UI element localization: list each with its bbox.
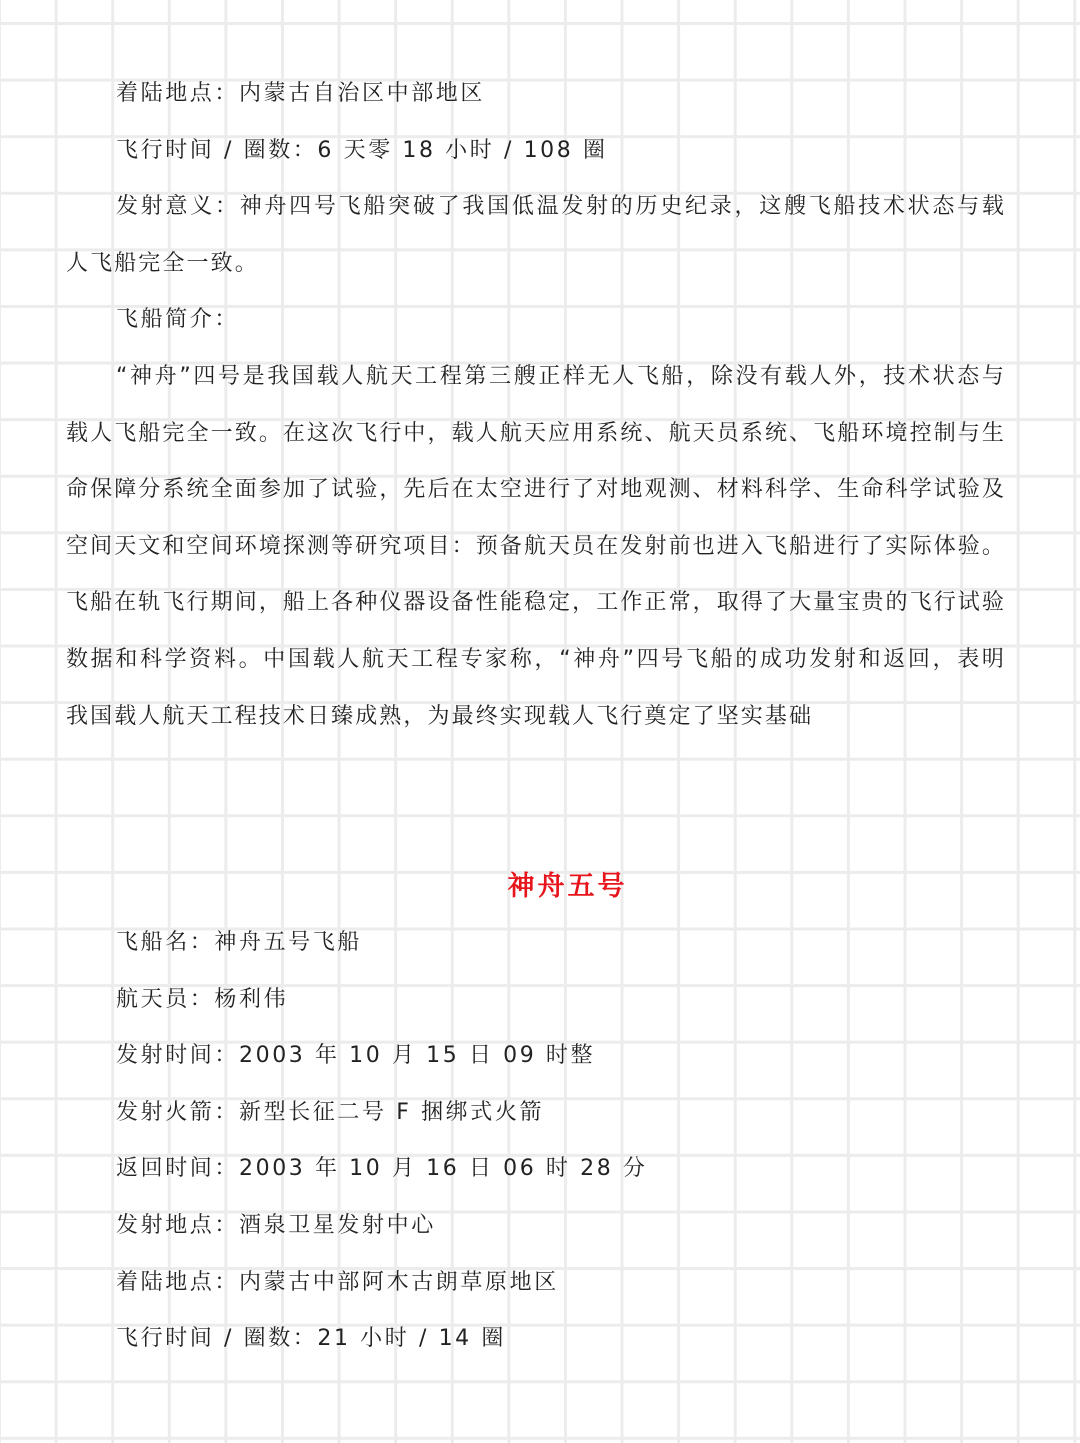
shenzhou5-section xyxy=(66,915,1006,1368)
sz5-launch-site: 发射地点：酒泉卫星发射中心 xyxy=(116,1212,436,1238)
sz5-section-title: 神舟五号 xyxy=(507,871,628,902)
sz5-launch-time: 发射时间：2003 年 10 月 15 日 09 时整 xyxy=(116,1043,596,1069)
sz4-significance: 发射意义：神舟四号飞船突破了我国低温发射的历史纪录，这艘飞船技术状态与载人飞船完全一致。 xyxy=(66,194,1006,276)
sz5-flight-time: 飞行时间 / 圈数：21 小时 / 14 圈 xyxy=(116,1326,506,1352)
sz5-spacecraft-name: 飞船名：神舟五号飞船 xyxy=(116,930,363,955)
shenzhou4-section xyxy=(66,66,1006,745)
sz5-astronaut: 航天员：杨利伟 xyxy=(116,986,289,1012)
sz4-intro-text: “神舟”四号是我国载人航天工程第三艘正样无人飞船，除没有载人外，技术状态与载人飞船完全一致。在这次飞行中，载人航天应用系统、航天员系统、飞船环境控制与生命保障分系统全面参加了试验，先后在太空进行了对地观测、材料科学、生命科学试验及空间天文和空间环境探测等研究项目：预备航天员在发射前也进入飞船进行了实际体验。飞船在轨飞行期间，船上各种仪器设备性能稳定，工作正常，取得了大量宝贵的飞行试验数据和科学资料。中国载人航天工程专家称，“神舟”四号飞船的成功发射和返回，表明我国载人航天工程技术日臻成熟，为最终实现载人飞行奠定了坚实基础 xyxy=(66,363,1006,729)
sz4-flight-time: 飞行时间 / 圈数：6 天零 18 小时 / 108 圈 xyxy=(116,137,608,163)
sz5-rocket: 发射火箭：新型长征二号 F 捆绑式火箭 xyxy=(116,1099,545,1125)
sz4-intro-label: 飞船简介： xyxy=(116,307,240,333)
sz5-return-time: 返回时间：2003 年 10 月 16 日 06 时 28 分 xyxy=(116,1156,648,1182)
sz5-landing-site: 着陆地点：内蒙古中部阿木古朗草原地区 xyxy=(116,1269,559,1295)
sz4-landing-site: 着陆地点：内蒙古自治区中部地区 xyxy=(116,81,486,106)
